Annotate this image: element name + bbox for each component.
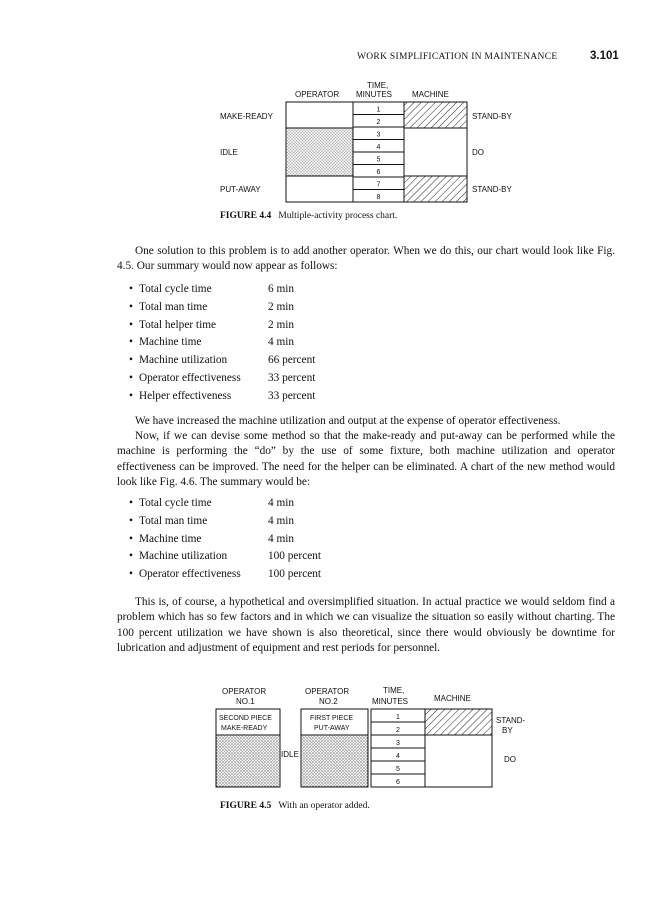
- figure-4-4-chart: [0, 0, 662, 210]
- bullet-icon: •: [129, 532, 133, 545]
- summary-item-value: 4 min: [268, 497, 295, 509]
- fig44-col-machine: MACHINE: [412, 90, 449, 99]
- fig45-col-op2-2: NO.2: [319, 697, 338, 706]
- summary-item: [129, 388, 429, 406]
- figure-4-5-chart: [0, 680, 662, 810]
- minute-label: 2: [396, 727, 400, 734]
- fig44-machine-do: [404, 128, 467, 176]
- summary-item: [129, 548, 429, 566]
- bullet-icon: •: [129, 550, 133, 563]
- summary-item-label: Operator effectiveness: [139, 371, 241, 384]
- fig44-op-put-away: [286, 176, 353, 202]
- fig45-machine-standby: [425, 709, 492, 735]
- minute-label: 7: [376, 181, 381, 189]
- fig44-machine-standby-1: [404, 102, 467, 128]
- fig45-col-machine: MACHINE: [434, 694, 471, 703]
- paragraph-3: [117, 429, 615, 491]
- minute-label: 1: [376, 106, 381, 114]
- summary-item-label: Total cycle time: [139, 283, 212, 295]
- summary-item-value: 2 min: [268, 318, 295, 331]
- figure-4-4-caption: [220, 211, 397, 221]
- fig44-right-do: DO: [472, 148, 484, 157]
- minute-label: 3: [376, 131, 381, 139]
- bullet-icon: •: [129, 300, 133, 313]
- bullet-icon: •: [129, 354, 133, 367]
- minute-label: 2: [376, 119, 381, 126]
- fig45-op2-task-2: PUT-AWAY: [314, 725, 350, 732]
- summary-item-label: Total helper time: [139, 318, 217, 331]
- paragraph-4-text: This is, of course, a hypothetical and oversimplified situation. In actual practice we would seldom find a problem which has so few factors and in which we can visualize the situation so easily without charting. The 100 percent utilization we have shown is also theoretical, since there would obviously be downtime for lubrication and adjustment of equipment and rest periods for personnel.: [117, 596, 615, 655]
- summary-item: [129, 531, 429, 549]
- running-header: WORK SIMPLIFICATION IN MAINTENANCE: [357, 52, 558, 62]
- bullet-icon: •: [129, 389, 133, 402]
- fig44-op-idle: [286, 128, 353, 176]
- page-number: 3.101: [590, 50, 619, 62]
- fig45-idle-label: IDLE: [281, 750, 299, 759]
- fig45-minute-column: [371, 709, 425, 787]
- summary-item: [129, 513, 429, 531]
- summary-item: [129, 334, 429, 352]
- fig45-op2-task-1: FIRST PIECE: [310, 715, 354, 722]
- figure-4-4-caption-label: FIGURE 4.4: [220, 211, 272, 221]
- summary-item-label: Machine time: [139, 532, 202, 545]
- fig44-machine-standby-2: [404, 176, 467, 202]
- summary-item-value: 100 percent: [268, 568, 322, 581]
- fig44-col-time-1: TIME,: [367, 81, 389, 90]
- fig44-row-make-ready: MAKE-READY: [220, 112, 273, 121]
- fig45-col-time-2: MINUTES: [372, 697, 408, 706]
- paragraph-1-text: One solution to this problem is to add another operator. When we do this, our chart would look like Fig. 4.5. Our summary would now appear as follows:: [117, 245, 615, 273]
- minute-label: 4: [396, 753, 400, 760]
- fig44-row-put-away: PUT-AWAY: [220, 185, 261, 194]
- summary-item-label: Total man time: [139, 300, 208, 313]
- minute-label: 5: [396, 766, 400, 773]
- fig44-op-make-ready: [286, 102, 353, 128]
- bullet-icon: •: [129, 318, 133, 331]
- summary-item: [129, 317, 429, 335]
- summary-item-value: 33 percent: [268, 371, 316, 384]
- summary-item: [129, 495, 429, 513]
- minute-label: 4: [376, 144, 381, 151]
- summary-item-value: 2 min: [268, 300, 295, 313]
- summary-item-value: 33 percent: [268, 389, 316, 402]
- fig44-col-operator: OPERATOR: [295, 90, 340, 99]
- figure-4-4-caption-text: Multiple-activity process chart.: [278, 211, 398, 221]
- bullet-icon: •: [129, 568, 133, 581]
- summary-item-label: Machine utilization: [139, 550, 228, 563]
- paragraph-4: [117, 595, 615, 657]
- summary-item-value: 4 min: [268, 532, 295, 545]
- summary-item-value: 100 percent: [268, 550, 322, 563]
- bullet-icon: •: [129, 371, 133, 384]
- summary-item-value: 6 min: [268, 283, 295, 295]
- summary-item-label: Total cycle time: [139, 497, 212, 509]
- minute-label: 5: [376, 156, 381, 164]
- fig45-col-op1-2: NO.1: [236, 697, 255, 706]
- fig44-right-standby-2: STAND-BY: [472, 185, 512, 194]
- summary-item-label: Operator effectiveness: [139, 568, 241, 581]
- fig45-standby-2: BY: [502, 726, 513, 735]
- bullet-icon: •: [129, 336, 133, 349]
- fig44-minute-column: [353, 102, 404, 202]
- summary-list-2: [129, 495, 429, 584]
- figure-4-5-caption-label: FIGURE 4.5: [220, 801, 272, 811]
- summary-item-label: Machine time: [139, 336, 202, 349]
- fig45-col-op1-1: OPERATOR: [222, 687, 267, 696]
- summary-item: [129, 370, 429, 388]
- paragraph-3-text: Now, if we can devise some method so that the make-ready and put-away can be performed while the machine is performing the “do” by the use of some fixture, both machine utilization and operator effectiveness can be improved. The need for the helper can be eliminated. A chart of the new method would look like Fig. 4.6. The summary would be:: [117, 430, 615, 489]
- summary-item-label: Helper effectiveness: [139, 389, 232, 402]
- summary-item: [129, 281, 429, 299]
- summary-item: [129, 299, 429, 317]
- minute-label: 8: [376, 194, 381, 201]
- summary-item: [129, 566, 429, 584]
- fig45-op1-task-2: MAKE-READY: [221, 725, 268, 732]
- summary-item: [129, 352, 429, 370]
- fig45-col-time-1: TIME,: [383, 686, 405, 695]
- summary-list-1: [129, 281, 429, 406]
- bullet-icon: •: [129, 283, 133, 295]
- minute-label: 6: [396, 779, 400, 786]
- fig45-op2-idle: [301, 735, 368, 787]
- fig45-machine-do: [425, 735, 492, 787]
- fig45-op1-task-1: SECOND PIECE: [219, 715, 272, 722]
- fig45-col-op2-1: OPERATOR: [305, 687, 350, 696]
- summary-item-value: 4 min: [268, 514, 295, 527]
- summary-item-label: Machine utilization: [139, 354, 228, 367]
- fig44-col-time-2: MINUTES: [356, 90, 392, 99]
- paragraph-2-text: We have increased the machine utilization and output at the expense of operator effectiveness.: [135, 415, 561, 427]
- bullet-icon: •: [129, 514, 133, 527]
- fig45-standby-1: STAND-: [496, 716, 526, 725]
- fig44-row-idle: IDLE: [220, 148, 238, 157]
- summary-item-value: 66 percent: [268, 354, 316, 367]
- summary-item-label: Total man time: [139, 514, 208, 527]
- minute-label: 6: [376, 169, 381, 176]
- fig44-right-standby-1: STAND-BY: [472, 112, 512, 121]
- minute-label: 3: [396, 740, 400, 747]
- minute-label: 1: [396, 714, 400, 721]
- fig45-do-label: DO: [504, 755, 516, 764]
- figure-4-5-caption-text: With an operator added.: [278, 801, 370, 811]
- summary-item-value: 4 min: [268, 336, 295, 349]
- paragraph-1: [117, 244, 615, 275]
- fig45-op1-idle: [216, 735, 280, 787]
- bullet-icon: •: [129, 497, 133, 509]
- figure-4-5-caption: [220, 801, 370, 811]
- paragraph-2: [117, 414, 615, 429]
